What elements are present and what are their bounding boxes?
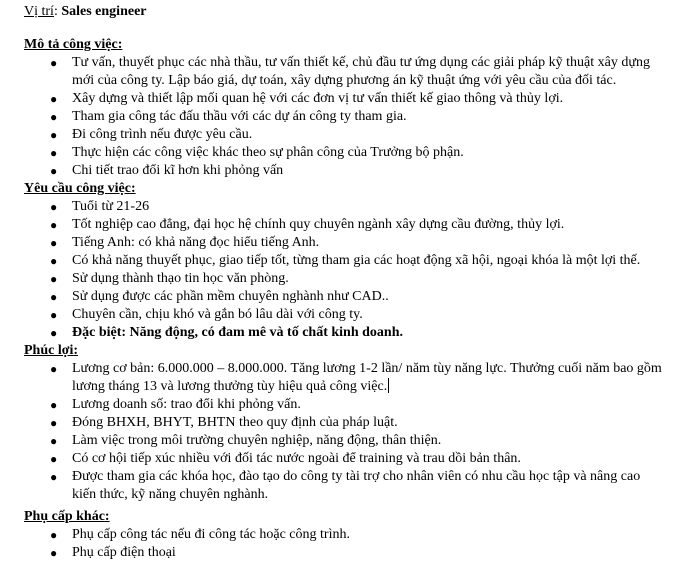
section-heading: Phụ cấp khác:: [24, 509, 110, 524]
bullet-icon: ●: [50, 546, 58, 560]
bullet-icon: ●: [50, 416, 58, 430]
list-item: ● Được tham gia các khóa học, đào tạo do công ty tài trợ cho nhân viên có nhu cầu học tập và nâng cao kiến thức, kỹ năng chuyên nghành.: [50, 469, 641, 502]
bullet-icon: ●: [50, 528, 58, 542]
bullet-icon: ●: [50, 434, 58, 448]
list-item: ● Có khả năng thuyết phục, giao tiếp tốt, từng tham gia các hoạt động xã hội, ngoại khóa là một lợi thế.: [50, 253, 641, 268]
section-allowances: [24, 508, 664, 562]
bullet-list: [24, 360, 664, 504]
section-heading: Yêu cầu công việc:: [24, 181, 136, 196]
bullet-list: [24, 526, 664, 562]
document: [24, 3, 664, 562]
bullet-icon: ●: [50, 452, 58, 466]
list-item: ● Lương doanh số: trao đổi khi phỏng vấn.: [50, 397, 301, 412]
bullet-icon: ●: [50, 236, 58, 250]
list-item: ● Lương cơ bản: 6.000.000 – 8.000.000. Tăng lương 1-2 lần/ năm tùy năng lực. Thưởng cuối năm bao gồm lương tháng 13 và lương thưởng tùy hiệu quả công việc.: [50, 361, 662, 394]
list-item: ● Tư vấn, thuyết phục các nhà thầu, tư vấn thiết kế, chủ đầu tư ứng dụng các giải pháp kỹ thuật xây dựng mới của công ty. Lập báo giá, dự toán, xây dựng phương án kỹ thuật ứng với yêu cầu của đối tác.: [50, 55, 650, 88]
list-item: ● Xây dựng và thiết lập mối quan hệ với các đơn vị tư vấn thiết kế giao thông và thủy lợi.: [50, 91, 564, 106]
list-item: ● Phụ cấp công tác nếu đi công tác hoặc công trình.: [50, 527, 350, 542]
bullet-list: [24, 198, 664, 342]
bullet-icon: ●: [50, 110, 58, 124]
bullet-icon: ●: [50, 308, 58, 322]
bullet-icon: ●: [50, 470, 58, 484]
bullet-icon: ●: [50, 398, 58, 412]
list-item: ● Chuyên cần, chịu khó và gắn bó lâu dài với công ty.: [50, 307, 363, 322]
bullet-icon: ●: [50, 272, 58, 286]
section-heading: Mô tả công việc:: [24, 37, 123, 52]
position-line: [24, 3, 664, 21]
bullet-icon: ●: [50, 290, 58, 304]
list-item: ● Có cơ hội tiếp xúc nhiều với đối tác nước ngoài để training và trau dồi bản thân.: [50, 451, 521, 466]
spacer: [24, 21, 664, 36]
bullet-icon: ●: [50, 56, 58, 70]
section-benefits: [24, 342, 664, 504]
list-item: ● Đóng BHXH, BHYT, BHTN theo quy định của pháp luật.: [50, 415, 398, 430]
list-item: ● Tham gia công tác đấu thầu với các dự án công ty tham gia.: [50, 109, 407, 124]
bullet-icon: ●: [50, 92, 58, 106]
bullet-icon: ●: [50, 218, 58, 232]
list-item: ● Làm việc trong môi trường chuyên nghiệp, năng động, thân thiện.: [50, 433, 442, 448]
bullet-icon: ●: [50, 254, 58, 268]
list-item: ● Sử dụng thành thạo tin học văn phòng.: [50, 271, 289, 286]
list-item: ● Chi tiết trao đổi kĩ hơn khi phỏng vấn: [50, 163, 284, 178]
position-value: Sales engineer: [57, 4, 147, 19]
list-item: ● Tốt nghiệp cao đẳng, đại học hệ chính quy chuyên ngành xây dựng cầu đường, thủy lợi.: [50, 217, 565, 232]
list-item: ● Thực hiện các công việc khác theo sự phân công của Trưởng bộ phận.: [50, 145, 464, 160]
text-cursor: [388, 378, 389, 393]
bullet-list: [24, 54, 664, 180]
bullet-icon: ●: [50, 146, 58, 160]
section-requirements: [24, 180, 664, 342]
list-item: ● Đặc biệt: Năng động, có đam mê và tố chất kinh doanh.: [50, 325, 403, 340]
bullet-icon: ●: [50, 200, 58, 214]
list-item: ● Tiếng Anh: có khả năng đọc hiểu tiếng Anh.: [50, 235, 320, 250]
list-item: ● Đi công trình nếu được yêu cầu.: [50, 127, 253, 142]
bullet-icon: ●: [50, 362, 58, 376]
list-item: ● Sử dụng được các phần mềm chuyên nghành như CAD..: [50, 289, 389, 304]
bullet-icon: ●: [50, 326, 58, 340]
position-label: Vị trí: [24, 4, 54, 19]
list-item: ● Phụ cấp điện thoại: [50, 545, 176, 560]
bullet-icon: ●: [50, 164, 58, 178]
bullet-icon: ●: [50, 128, 58, 142]
list-item: ● Tuổi từ 21-26: [50, 199, 150, 214]
section-heading: Phúc lợi:: [24, 343, 79, 358]
position-colon: :: [53, 4, 58, 19]
section-job-description: [24, 36, 664, 180]
